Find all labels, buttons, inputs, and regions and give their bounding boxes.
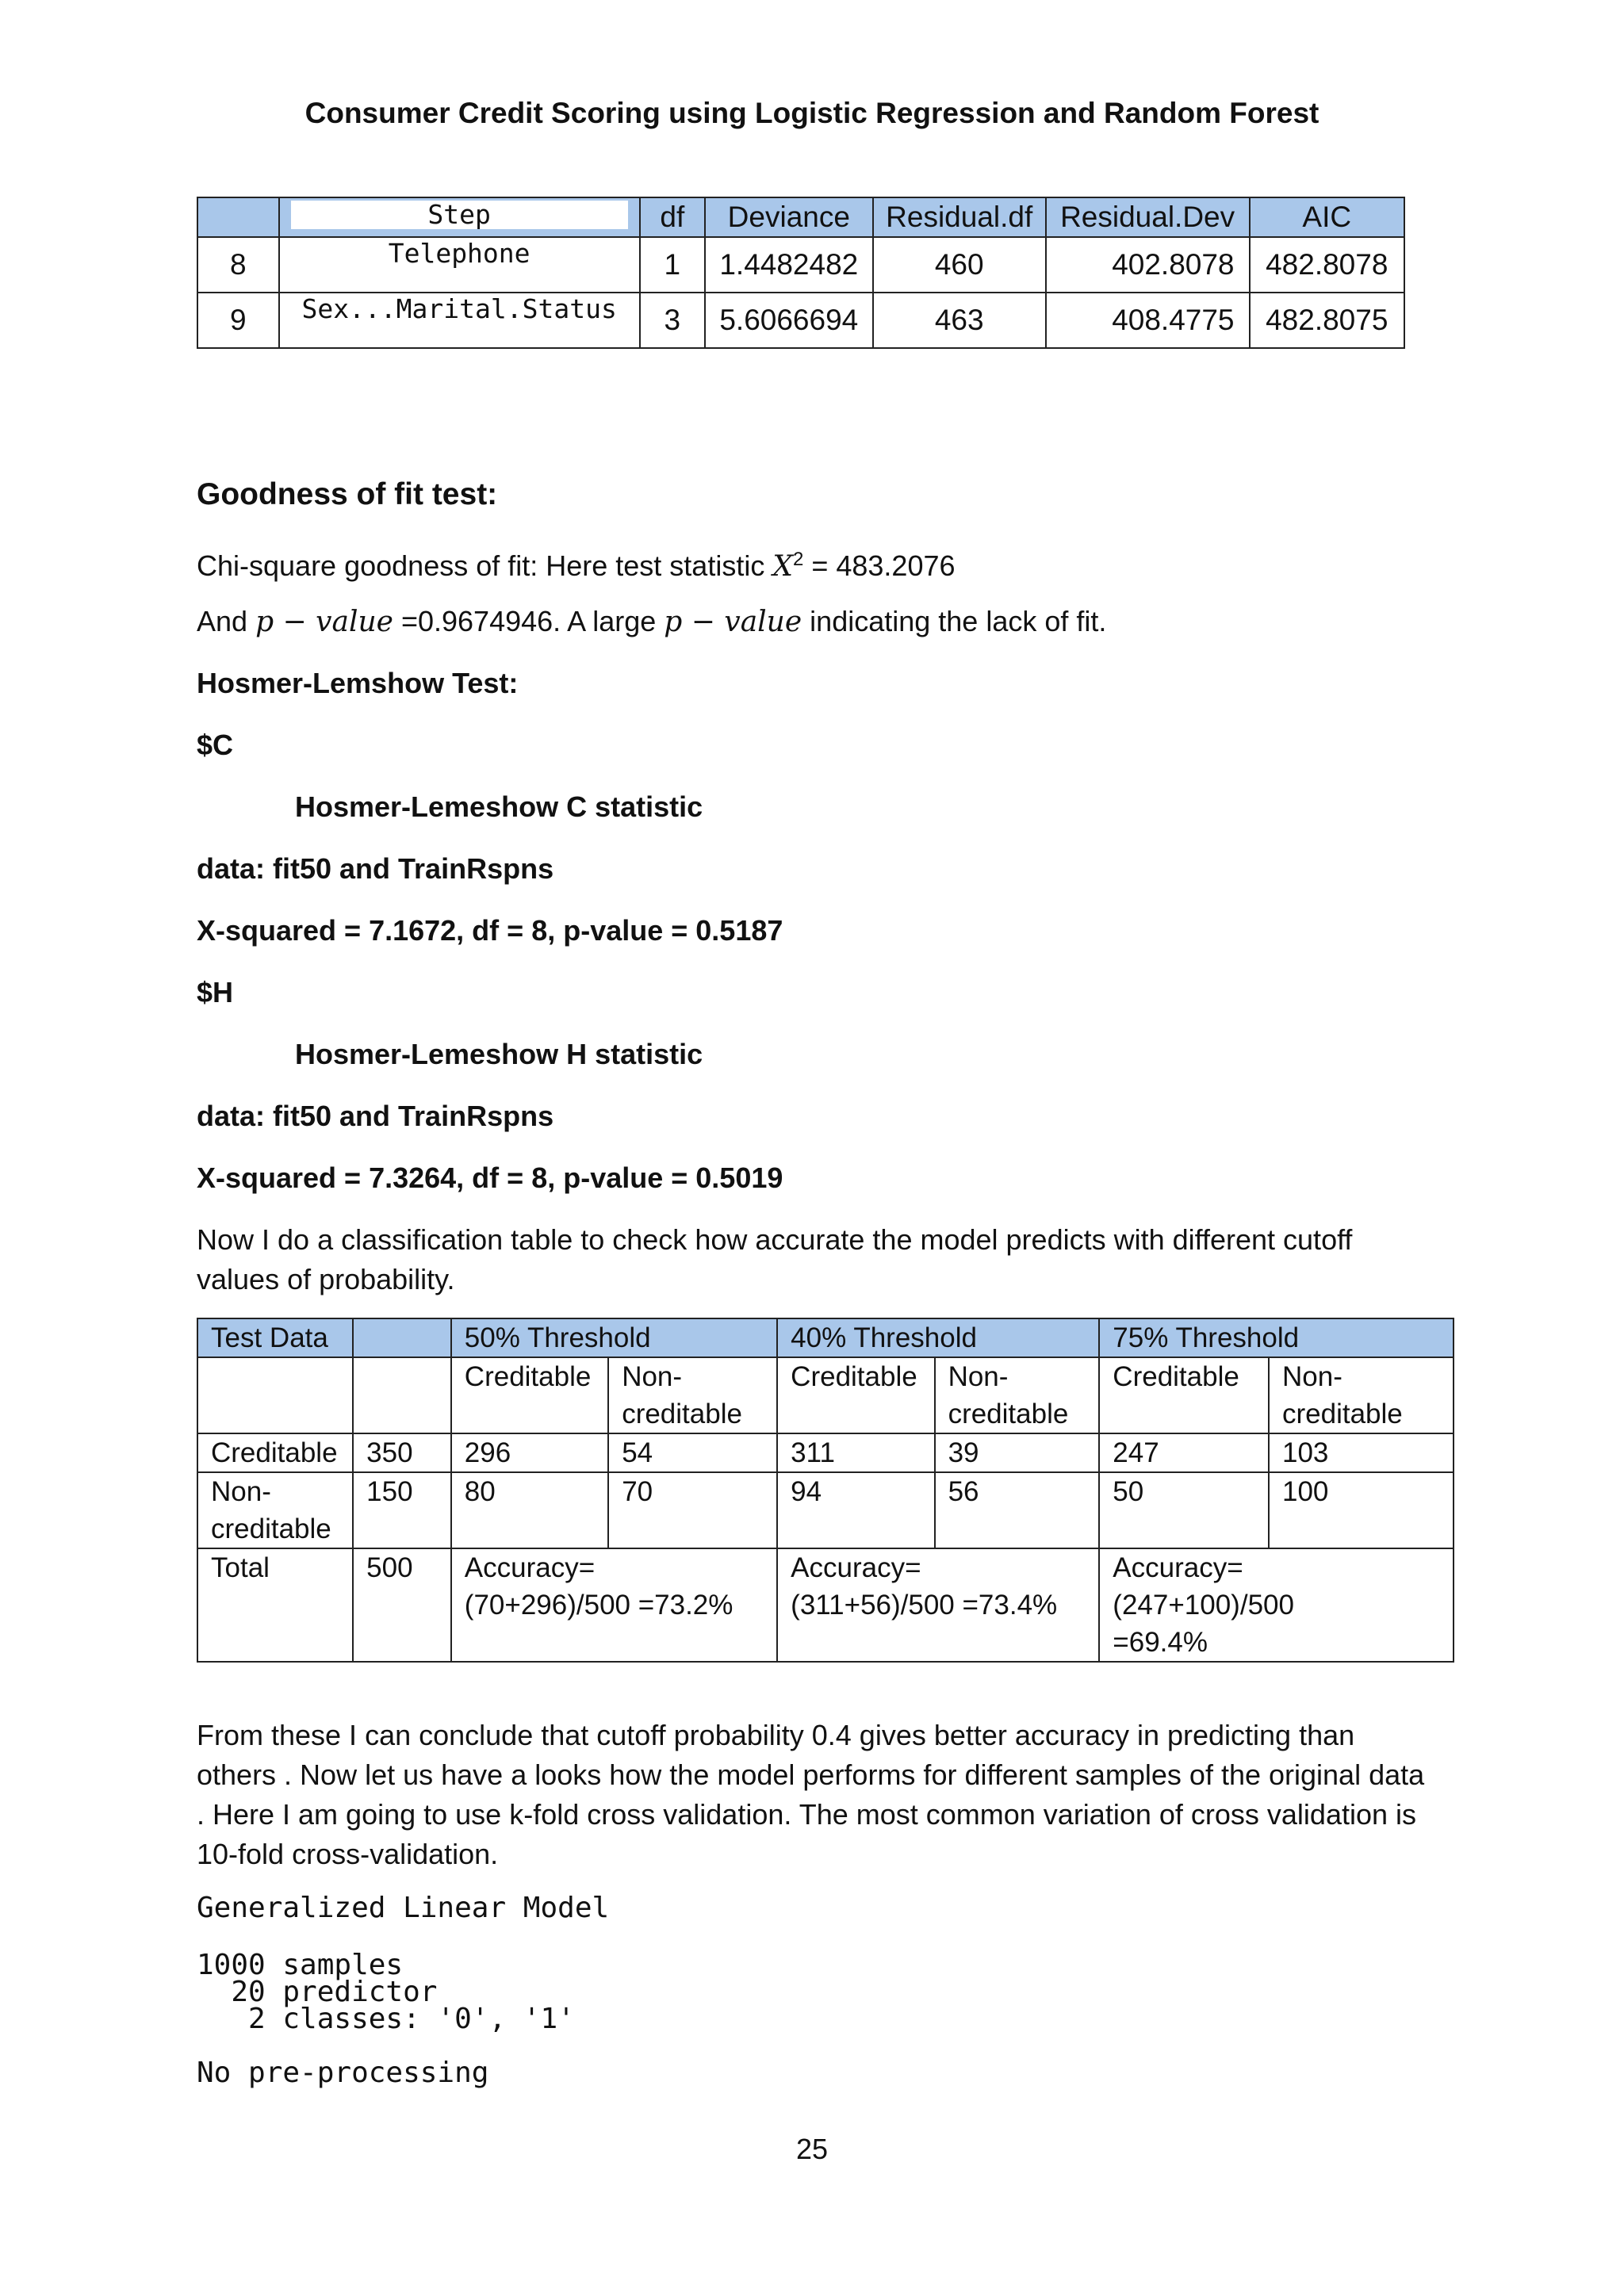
subheader-blank [197, 1357, 353, 1433]
classification-intro: Now I do a classification table to check how accurate the model predicts with different cutoff values of probability. [197, 1223, 1353, 1295]
cell-residual-dev: 408.4775 [1046, 293, 1250, 348]
subheader-blank [353, 1357, 451, 1433]
subheader-non-creditable: Non-creditable [935, 1357, 1100, 1433]
running-header: Consumer Credit Scoring using Logistic Regression and Random Forest [304, 97, 1320, 129]
header-test-data: Test Data [197, 1318, 353, 1357]
subheader-non-creditable: Non-creditable [608, 1357, 777, 1433]
subheader-creditable: Creditable [451, 1357, 608, 1433]
hl-heading: Hosmer-Lemshow Test: [197, 667, 519, 699]
cell-deviance: 5.6066694 [705, 293, 873, 348]
table-cell: 56 [935, 1472, 1100, 1548]
cell-df: 1 [640, 237, 705, 293]
model-output-title: Generalized Linear Model [197, 1892, 610, 1924]
c-data-line: data: fit50 and TrainRspns [197, 852, 554, 885]
h-data-line: data: fit50 and TrainRspns [197, 1100, 554, 1132]
model-output-predictor: 20 predictor [197, 1976, 438, 2008]
class-subheader-row [197, 1357, 1454, 1433]
h-label: $H [197, 976, 234, 1008]
model-output-samples: 1000 samples [197, 1949, 404, 1981]
chisq-superscript: 2 [792, 549, 804, 570]
c-label: $C [197, 729, 234, 761]
subheader-non-creditable: Non-creditable [1269, 1357, 1454, 1433]
header-75-threshold: 75% Threshold [1099, 1318, 1454, 1357]
table-cell: 103 [1269, 1433, 1454, 1472]
cell-residual-df: 463 [873, 293, 1046, 348]
subheader-creditable: Creditable [1099, 1357, 1269, 1433]
h-result-line: X-squared = 7.3264, df = 8, p-value = 0.5019 [197, 1161, 783, 1194]
table-cell: 94 [777, 1472, 934, 1548]
table-cell: 100 [1269, 1472, 1454, 1548]
table-cell: 54 [608, 1433, 777, 1472]
table-cell: 311 [777, 1433, 934, 1472]
cell-index: 9 [197, 293, 279, 348]
cell-deviance: 1.4482482 [705, 237, 873, 293]
row-count: 150 [353, 1472, 451, 1548]
table-row [197, 237, 1404, 293]
subheader-creditable: Creditable [777, 1357, 934, 1433]
cell-residual-df: 460 [873, 237, 1046, 293]
header-40-threshold: 40% Threshold [777, 1318, 1099, 1357]
h-statistic-title: Hosmer-Lemeshow H statistic [295, 1038, 703, 1070]
table-cell: 80 [451, 1472, 608, 1548]
model-output-preprocessing: No pre-processing [197, 2057, 489, 2089]
threshold-header-row [197, 1318, 1454, 1357]
col-header-step: Step [279, 197, 640, 237]
row-label: Creditable [197, 1433, 353, 1472]
total-label: Total [197, 1548, 353, 1662]
chisq-symbol: X [772, 550, 793, 583]
step-table [197, 197, 1405, 349]
total-count: 500 [353, 1548, 451, 1662]
classification-table [197, 1318, 1454, 1663]
cell-step: Telephone [279, 237, 640, 293]
cell-df: 3 [640, 293, 705, 348]
table-cell: 50 [1099, 1472, 1269, 1548]
pvalue-line: And p − value =0.9674946. A large p − value indicating the lack of fit. [197, 605, 1107, 638]
total-row [197, 1548, 1454, 1662]
cell-aic: 482.8078 [1250, 237, 1404, 293]
conclusion-paragraph: From these I can conclude that cutoff probability 0.4 gives better accuracy in predicting than others . Now let us have a looks how the model performs for different samples of the original data . Here I am going to use k-fold cross validation. The most common variation of cross validation is 10-fold cross-validation. [197, 1719, 1425, 1870]
table-cell: 70 [608, 1472, 777, 1548]
header-blank [353, 1318, 451, 1357]
col-header-aic: AIC [1250, 197, 1404, 237]
gof-heading: Goodness of fit test: [197, 477, 498, 511]
cell-step: Sex...Marital.Status [279, 293, 640, 348]
table-cell: 39 [935, 1433, 1100, 1472]
cell-index: 8 [197, 237, 279, 293]
c-statistic-title: Hosmer-Lemeshow C statistic [295, 790, 703, 823]
col-header-deviance: Deviance [705, 197, 873, 237]
col-header-index [197, 197, 279, 237]
col-header-df: df [640, 197, 705, 237]
accuracy-75: Accuracy= (247+100)/500 =69.4% [1099, 1548, 1454, 1662]
cell-aic: 482.8075 [1250, 293, 1404, 348]
c-result-line: X-squared = 7.1672, df = 8, p-value = 0.5187 [197, 914, 783, 947]
col-header-residual-dev: Residual.Dev [1046, 197, 1250, 237]
table-cell: 296 [451, 1433, 608, 1472]
chisq-line: Chi-square goodness of fit: Here test statistic $X^2 = 483.2076$ [197, 549, 956, 583]
header-50-threshold: 50% Threshold [451, 1318, 777, 1357]
step-table-header-row [197, 197, 1404, 237]
accuracy-40: Accuracy= (311+56)/500 =73.4% [777, 1548, 1099, 1662]
table-row [197, 293, 1404, 348]
row-label: Non-creditable [197, 1472, 353, 1548]
page-number: 25 [795, 2133, 829, 2165]
cell-residual-dev: 402.8078 [1046, 237, 1250, 293]
row-count: 350 [353, 1433, 451, 1472]
table-cell: 247 [1099, 1433, 1269, 1472]
model-output-classes: 2 classes: '0', '1' [197, 2003, 575, 2035]
col-header-residual-df: Residual.df [873, 197, 1046, 237]
accuracy-50: Accuracy= (70+296)/500 =73.2% [451, 1548, 777, 1662]
table-row [197, 1433, 1454, 1472]
table-row [197, 1472, 1454, 1548]
